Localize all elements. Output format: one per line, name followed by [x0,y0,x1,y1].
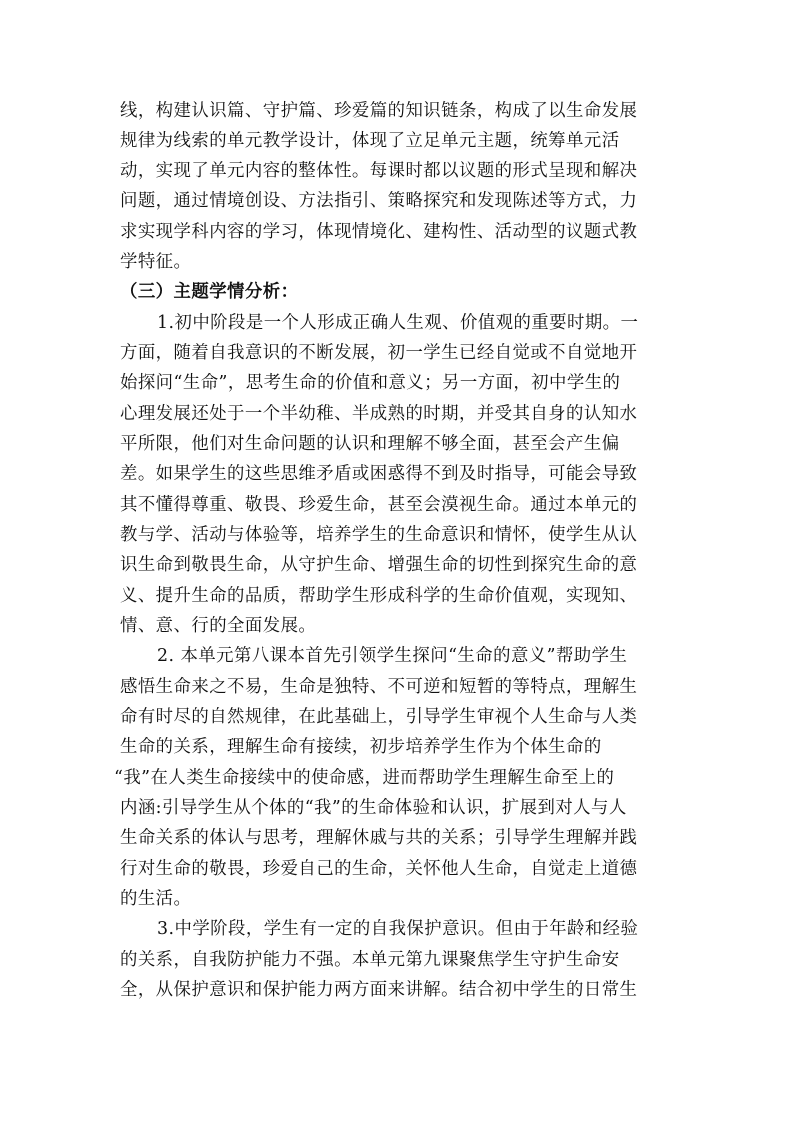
section-heading: （三）主题学情分析： [120,282,299,302]
paragraph-line: 心理发展还处于一个半幼稚、半成熟的时期，并受其自身的认知水 [120,404,638,424]
paragraph-line: 求实现学科内容的学习，体现情境化、建构性、活动型的议题式教 [120,222,638,242]
paragraph-line: 其不懂得尊重、敬畏、珍爱生命，甚至会漠视生命。通过本单元的 [120,495,638,515]
paragraph-line: 3.中学阶段，学生有一定的自我保护意识。但由于年龄和经验 [157,919,639,939]
paragraph-line: 行对生命的敬畏，珍爱自己的生命，关怀他人生命，自觉走上道德 [120,859,638,879]
paragraph-line: 的关系，自我防护能力不强。本单元第九课聚焦学生守护生命安 [120,950,620,970]
paragraph-line: 规律为线索的单元教学设计，体现了立足单元主题，统筹单元活 [120,131,620,151]
paragraph-line: 全，从保护意识和保护能力两方面来讲解。结合初中学生的日常生 [120,980,638,1000]
paragraph-line: 命有时尽的自然规律，在此基础上，引导学生审视个人生命与人类 [120,707,638,727]
paragraph-line: 2. 本单元第八课本首先引领学生探问“生命的意义”帮助学生 [157,646,628,666]
paragraph-line: 线，构建认识篇、守护篇、珍爱篇的知识链条，构成了以生命发展 [120,101,638,121]
paragraph-line: 学特征。 [120,252,192,272]
paragraph-line: 方面，随着自我意识的不断发展，初一学生已经自觉或不自觉地开 [120,343,638,363]
paragraph-line: 内涵:引导学生从个体的“我”的生命体验和认识，扩展到对人与人 [120,798,627,818]
paragraph-line: 生命的关系，理解生命有接续，初步培养学生作为个体生命的 [120,737,602,757]
paragraph-line: 问题，通过情境创设、方法指引、策略探究和发现陈述等方式，力 [120,191,638,211]
paragraph-line: 感悟生命来之不易，生命是独特、不可逆和短暂的等特点，理解生 [120,677,638,697]
paragraph-line: “我”在人类生命接续中的使命感，进而帮助学生理解生命至上的 [114,768,615,788]
paragraph-line: 差。如果学生的这些思维矛盾或困惑得不到及时指导，可能会导致 [120,464,638,484]
paragraph-line: 始探问“生命”，思考生命的价值和意义；另一方面，初中学生的 [120,373,621,393]
paragraph-line: 识生命到敬畏生命，从守护生命、增强生命的切性到探究生命的意 [120,555,638,575]
paragraph-line: 情、意、行的全面发展。 [120,616,317,636]
paragraph-line: 教与学、活动与体验等，培养学生的生命意识和情怀，使学生从认 [120,525,638,545]
paragraph-line: 平所限，他们对生命问题的认识和理解不够全面，甚至会产生偏 [120,434,620,454]
paragraph-line: 动，实现了单元内容的整体性。每课时都以议题的形式呈现和解决 [120,161,638,181]
paragraph-line: 的生活。 [120,889,192,909]
paragraph-line: 义、提升生命的品质，帮助学生形成科学的生命价值观，实现知、 [120,586,638,606]
paragraph-line: 1.初中阶段是一个人形成正确人生观、价值观的重要时期。一 [157,313,639,333]
paragraph-line: 生命关系的体认与思考，理解休戚与共的关系；引导学生理解并践 [120,828,638,848]
